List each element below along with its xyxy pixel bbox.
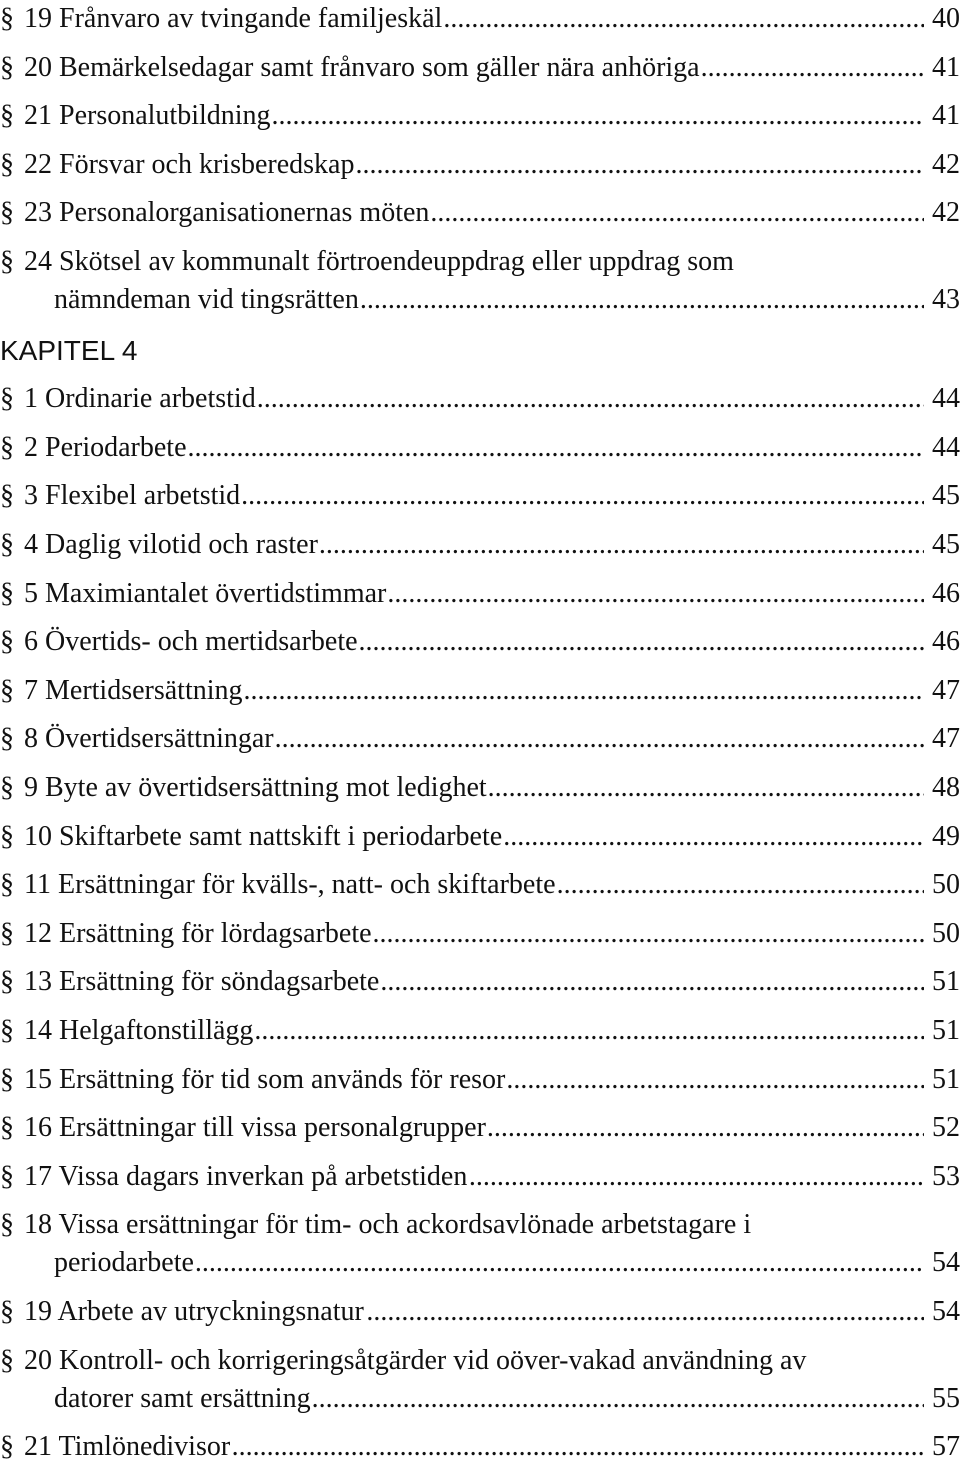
toc-entry-page: 41 bbox=[932, 100, 960, 132]
section-sign: § bbox=[0, 1344, 14, 1376]
toc-entry[interactable] bbox=[0, 1063, 960, 1107]
toc-entry[interactable] bbox=[0, 479, 960, 523]
toc-entry-page: 48 bbox=[932, 772, 960, 803]
toc-entry-title: 20 Bemärkelsedagar samt frånvaro som gäller nära anhöriga bbox=[24, 51, 700, 83]
toc-entry[interactable] bbox=[0, 382, 960, 426]
toc-entry[interactable] bbox=[0, 722, 960, 766]
toc-entry-title: 23 Personalorganisationernas möten bbox=[24, 197, 430, 229]
toc-entry-title: 11 Ersättningar för kvälls-, natt- och skiftarbete bbox=[24, 869, 556, 901]
section-sign: § bbox=[0, 197, 14, 229]
toc-entry-title-line1: 24 Skötsel av kommunalt förtroendeuppdrag eller uppdrag som bbox=[24, 246, 734, 277]
dot-leader bbox=[187, 431, 924, 465]
toc-entry[interactable] bbox=[0, 625, 960, 669]
section-sign: § bbox=[0, 383, 14, 415]
toc-entry-page: 53 bbox=[932, 1160, 960, 1192]
toc-entry[interactable] bbox=[0, 99, 960, 143]
dot-leader bbox=[373, 917, 924, 951]
toc-entry-page: 47 bbox=[932, 723, 960, 755]
toc-entry-title: 6 Övertids- och mertidsarbete bbox=[24, 626, 358, 658]
toc-entry[interactable] bbox=[0, 1160, 960, 1204]
section-sign: § bbox=[0, 431, 14, 463]
dot-leader bbox=[244, 674, 924, 708]
dot-leader bbox=[701, 51, 924, 85]
toc-entry[interactable] bbox=[0, 528, 960, 572]
toc-entry[interactable] bbox=[0, 577, 960, 621]
section-sign: § bbox=[0, 772, 14, 803]
dot-leader bbox=[443, 2, 924, 36]
dot-leader bbox=[380, 965, 924, 999]
section-sign: § bbox=[0, 100, 14, 132]
toc-entry[interactable] bbox=[0, 245, 960, 315]
dot-leader bbox=[257, 382, 924, 416]
dot-leader bbox=[487, 1111, 924, 1145]
toc-entry-title: 12 Ersättning för lördagsarbete bbox=[24, 917, 372, 949]
toc-entry-page: 42 bbox=[932, 197, 960, 229]
toc-entry-page: 46 bbox=[932, 626, 960, 658]
toc-entry-page: 54 bbox=[932, 1296, 960, 1327]
toc-entry[interactable] bbox=[0, 820, 960, 864]
toc-entry[interactable] bbox=[0, 431, 960, 475]
toc-entry-title: 14 Helgaftonstillägg bbox=[24, 1015, 254, 1046]
toc-entry-title: 16 Ersättningar till vissa personalgrupper bbox=[24, 1112, 486, 1144]
toc-entry-page: 46 bbox=[932, 577, 960, 609]
dot-leader bbox=[366, 1295, 924, 1329]
section-sign: § bbox=[0, 480, 14, 512]
section-sign: § bbox=[0, 1160, 14, 1192]
toc-entry-title-line1: 18 Vissa ersättningar för tim- och ackordsavlönade arbetstagare i bbox=[24, 1209, 752, 1241]
dot-leader bbox=[195, 1246, 924, 1280]
dot-leader bbox=[319, 528, 924, 562]
toc-entry-page: 40 bbox=[932, 3, 960, 34]
toc-entry-page: 43 bbox=[932, 284, 960, 315]
toc-entry-title: periodarbete bbox=[54, 1247, 194, 1279]
section-sign: § bbox=[0, 1209, 14, 1241]
section-sign: § bbox=[0, 917, 14, 949]
toc-entry-page: 51 bbox=[932, 1015, 960, 1046]
toc-entry-page: 45 bbox=[932, 480, 960, 512]
dot-leader bbox=[272, 99, 924, 133]
toc-entry[interactable] bbox=[0, 674, 960, 718]
dot-leader bbox=[430, 196, 924, 230]
toc-entry[interactable] bbox=[0, 1208, 960, 1279]
toc-entry-title: 15 Ersättning för tid som används för resor bbox=[24, 1063, 506, 1095]
toc-entry[interactable] bbox=[0, 148, 960, 192]
dot-leader bbox=[506, 1063, 924, 1097]
toc-entry-title: 2 Periodarbete bbox=[24, 431, 187, 463]
toc-entry-page: 50 bbox=[932, 869, 960, 901]
toc-entry-title: 9 Byte av övertidsersättning mot ledighet bbox=[24, 772, 487, 803]
section-sign: § bbox=[0, 3, 14, 34]
dot-leader bbox=[469, 1160, 924, 1194]
toc-entry[interactable] bbox=[0, 868, 960, 912]
toc-entry-title: 1 Ordinarie arbetstid bbox=[24, 383, 256, 415]
dot-leader bbox=[503, 820, 924, 854]
toc-entry-title: 19 Frånvaro av tvingande familjeskäl bbox=[24, 3, 443, 34]
section-sign: § bbox=[0, 1015, 14, 1046]
toc-entry[interactable] bbox=[0, 965, 960, 1009]
toc-entry-page: 50 bbox=[932, 917, 960, 949]
toc-entry-title: 19 Arbete av utryckningsnatur bbox=[24, 1296, 364, 1327]
dot-leader bbox=[312, 1382, 924, 1416]
toc-entry-page: 41 bbox=[932, 51, 960, 83]
dot-leader bbox=[387, 577, 924, 611]
toc-entry-page: 49 bbox=[932, 820, 960, 852]
section-sign: § bbox=[0, 529, 14, 560]
dot-leader bbox=[360, 283, 924, 317]
dot-leader bbox=[275, 722, 924, 756]
dot-leader bbox=[355, 148, 924, 182]
section-sign: § bbox=[0, 723, 14, 755]
toc-entry[interactable] bbox=[0, 1295, 960, 1339]
toc-entry[interactable] bbox=[0, 196, 960, 240]
toc-entry-title: 3 Flexibel arbetstid bbox=[24, 480, 241, 512]
toc-entry-page: 44 bbox=[932, 431, 960, 463]
section-sign: § bbox=[0, 1431, 14, 1463]
section-sign: § bbox=[0, 51, 14, 83]
toc-entry-page: 44 bbox=[932, 383, 960, 415]
toc-entry-title: 22 Försvar och krisberedskap bbox=[24, 148, 355, 180]
toc-entry-title: nämndeman vid tingsrätten bbox=[54, 284, 359, 315]
toc-entry[interactable] bbox=[0, 1111, 960, 1155]
toc-entry-title: 5 Maximiantalet övertidstimmar bbox=[24, 577, 387, 609]
toc-entry[interactable] bbox=[0, 2, 960, 46]
toc-entry-page: 52 bbox=[932, 1112, 960, 1144]
toc-entry-page: 55 bbox=[932, 1382, 960, 1414]
dot-leader bbox=[488, 771, 924, 805]
toc-entry-page: 51 bbox=[932, 966, 960, 998]
toc-entry-title: 4 Daglig vilotid och raster bbox=[24, 529, 318, 560]
toc-entry[interactable] bbox=[0, 51, 960, 95]
toc-entry-title-line1: 20 Kontroll- och korrigeringsåtgärder vid oöver-vakad användning av bbox=[24, 1344, 807, 1376]
toc-entry-page: 51 bbox=[932, 1063, 960, 1095]
section-sign: § bbox=[0, 1063, 14, 1095]
toc-entry-title: 8 Övertidsersättningar bbox=[24, 723, 274, 755]
section-sign: § bbox=[0, 820, 14, 852]
toc-entry-title: 21 Timlönedivisor bbox=[24, 1431, 231, 1463]
toc-entry-title: datorer samt ersättning bbox=[54, 1382, 311, 1414]
section-sign: § bbox=[0, 869, 14, 901]
toc-entry-title: 10 Skiftarbete samt nattskift i periodarbete bbox=[24, 820, 503, 852]
dot-leader bbox=[241, 479, 924, 513]
dot-leader bbox=[232, 1430, 924, 1464]
dot-leader bbox=[557, 868, 924, 902]
toc-entry[interactable] bbox=[0, 1014, 960, 1058]
section-sign: § bbox=[0, 577, 14, 609]
section-sign: § bbox=[0, 1296, 14, 1327]
toc-entry-title: 17 Vissa dagars inverkan på arbetstiden bbox=[24, 1160, 468, 1192]
toc-entry[interactable] bbox=[0, 1344, 960, 1414]
dot-leader bbox=[359, 625, 924, 659]
toc-entry[interactable] bbox=[0, 917, 960, 961]
toc-entry-page: 54 bbox=[932, 1247, 960, 1279]
toc-entry-page: 47 bbox=[932, 674, 960, 706]
toc-entry-title: 13 Ersättning för söndagsarbete bbox=[24, 966, 380, 998]
section-sign: § bbox=[0, 246, 14, 277]
section-sign: § bbox=[0, 966, 14, 998]
toc-entry-page: 45 bbox=[932, 529, 960, 560]
section-sign: § bbox=[0, 674, 14, 706]
toc-entry-page: 42 bbox=[932, 148, 960, 180]
toc-entry[interactable] bbox=[0, 1430, 960, 1474]
section-sign: § bbox=[0, 1112, 14, 1144]
section-sign: § bbox=[0, 626, 14, 658]
section-sign: § bbox=[0, 148, 14, 180]
toc-entry-title: 21 Personalutbildning bbox=[24, 100, 271, 132]
toc-entry-title: 7 Mertidsersättning bbox=[24, 674, 243, 706]
dot-leader bbox=[254, 1014, 924, 1048]
toc-entry-page: 57 bbox=[932, 1431, 960, 1463]
chapter-heading: KAPITEL 4 bbox=[0, 334, 138, 366]
toc-entry[interactable] bbox=[0, 771, 960, 815]
